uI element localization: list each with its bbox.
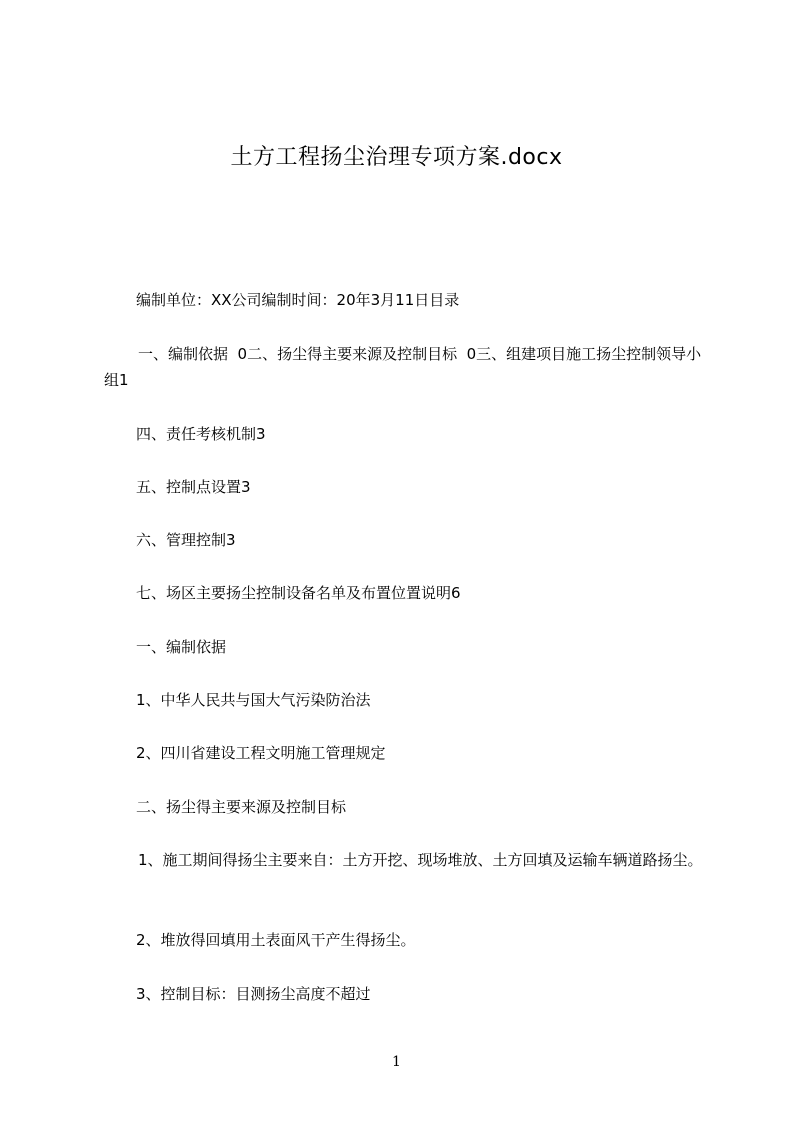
section-heading-2: 二、扬尘得主要来源及控制目标 bbox=[136, 798, 347, 816]
paragraph-toc-6: 六、管理控制3 bbox=[136, 531, 236, 549]
paragraph-toc-1: 一、编制依据 0二、扬尘得主要来源及控制目标 0三、组建项目施工扬尘控制领导小组1 bbox=[104, 345, 702, 389]
document-title: 土方工程扬尘治理专项方案.docx bbox=[230, 145, 563, 170]
list-item: 2、堆放得回填用土表面风干产生得扬尘。 bbox=[136, 931, 416, 949]
list-item: 1、施工期间得扬尘主要来自：土方开挖、现场堆放、土方回填及运输车辆道路扬尘。 bbox=[138, 851, 703, 869]
list-item: 2、四川省建设工程文明施工管理规定 bbox=[136, 744, 386, 762]
paragraph-toc-4: 四、责任考核机制3 bbox=[136, 425, 266, 443]
list-item: 1、中华人民共与国大气污染防治法 bbox=[136, 691, 371, 709]
page-number: 1 bbox=[392, 1054, 401, 1070]
section-heading-1: 一、编制依据 bbox=[136, 638, 227, 656]
paragraph-header-info: 编制单位：XX公司编制时间：20年3月11日目录 bbox=[136, 291, 460, 309]
list-item: 3、控制目标：目测扬尘高度不超过 bbox=[136, 985, 371, 1003]
paragraph-toc-7: 七、场区主要扬尘控制设备名单及布置位置说明6 bbox=[136, 584, 461, 602]
paragraph-toc-5: 五、控制点设置3 bbox=[136, 478, 251, 496]
